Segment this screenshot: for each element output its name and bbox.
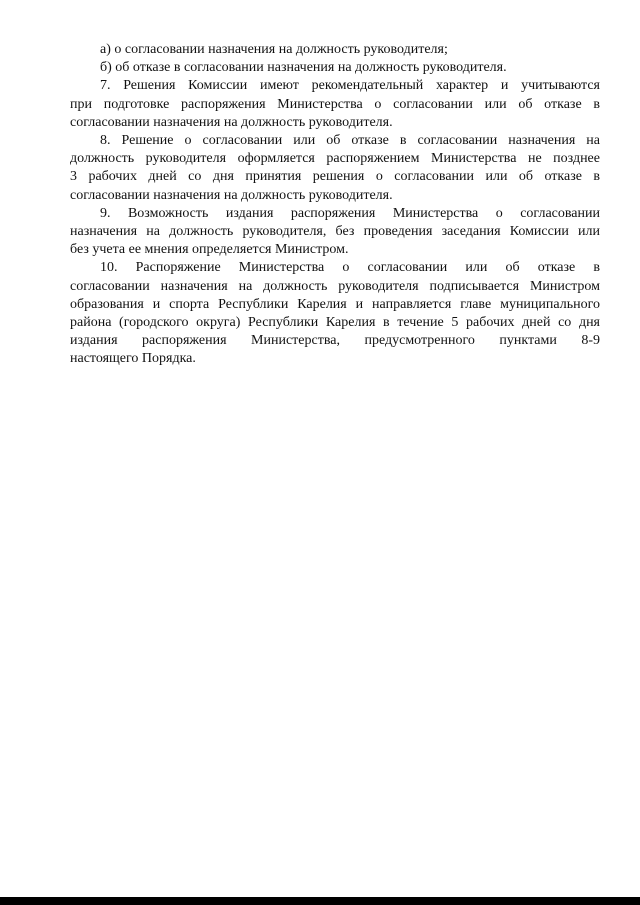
paragraph-10-line-3: образования и спорта Республики Карелия и направляется главе муниципального bbox=[70, 296, 600, 312]
paragraph-7-line-1: 7. Решения Комиссии имеют рекомендательный характер и учитываются bbox=[100, 78, 600, 94]
paragraph-10-line-2: согласовании назначения на должность руководителя подписывается Министром bbox=[70, 278, 600, 294]
paragraph-8-line-2: должность руководителя оформляется распоряжением Министерства не позднее bbox=[70, 151, 600, 167]
paragraph-8-line-1: 8. Решение о согласовании или об отказе в согласовании назначения на bbox=[100, 133, 600, 149]
paragraph-8-line-3: 3 рабочих дней со дня принятия решения о согласовании или об отказе в bbox=[70, 169, 600, 185]
paragraph-7-line-2: при подготовке распоряжения Министерства о согласовании или об отказе в bbox=[70, 96, 600, 112]
paragraph-10-line-1: 10. Распоряжение Министерства о согласовании или об отказе в bbox=[100, 260, 600, 276]
scan-edge-bar bbox=[0, 897, 640, 905]
paragraph-9-line-3: без учета ее мнения определяется Министром. bbox=[70, 242, 349, 258]
paragraph-10-line-5: издания распоряжения Министерства, предусмотренного пунктами 8-9 bbox=[70, 333, 600, 349]
paragraph-10-line-4: района (городского округа) Республики Карелия в течение 5 рабочих дней со дня bbox=[70, 315, 600, 331]
paragraph-7-line-3: согласовании назначения на должность руководителя. bbox=[70, 114, 393, 130]
paragraph-8-line-4: согласовании назначения на должность руководителя. bbox=[70, 187, 393, 203]
paragraph-10-line-6: настоящего Порядка. bbox=[70, 351, 196, 367]
list-item-a: а) о согласовании назначения на должность руководителя; bbox=[100, 42, 448, 57]
paragraph-9-line-1: 9. Возможность издания распоряжения Министерства о согласовании bbox=[100, 205, 600, 221]
paragraph-9-line-2: назначения на должность руководителя, без проведения заседания Комиссии или bbox=[70, 224, 600, 240]
document-body bbox=[70, 41, 600, 369]
list-item-b: б) об отказе в согласовании назначения на должность руководителя. bbox=[100, 60, 507, 76]
